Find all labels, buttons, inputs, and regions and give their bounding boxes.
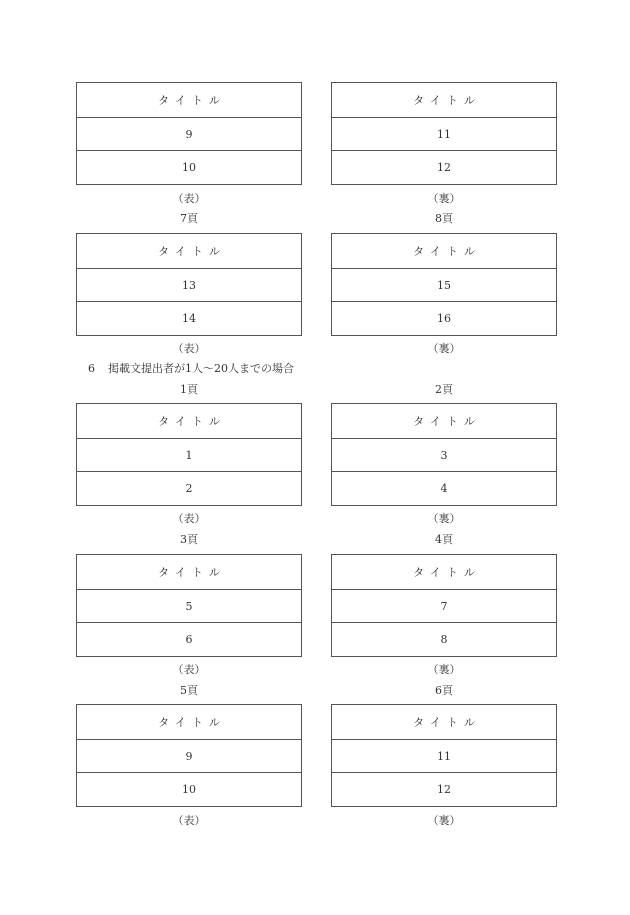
table-cell: 7 [332, 589, 556, 623]
table-cell: 12 [332, 150, 556, 184]
table-title: タイトル [413, 715, 481, 729]
table-cell: 9 [77, 739, 301, 773]
page-table-back [331, 704, 557, 807]
page-label: 3頁 [180, 533, 198, 546]
page-table-front [76, 554, 302, 657]
table-cell: 10 [77, 772, 301, 806]
table-cell: 1 [77, 438, 301, 472]
table-cell: 8 [332, 622, 556, 656]
table-cell: 10 [77, 150, 301, 184]
side-label-back: （裏） [427, 814, 461, 827]
section-number: 6 [88, 362, 95, 375]
side-label-front: （表） [172, 192, 206, 205]
table-cell: 9 [77, 117, 301, 151]
table-cell: 4 [332, 471, 556, 505]
table-title: タイトル [158, 244, 226, 258]
table-cell: 2 [77, 471, 301, 505]
page-table-back [331, 403, 557, 506]
table-title: タイトル [158, 715, 226, 729]
table-title: タイトル [158, 93, 226, 107]
page-table-back [331, 82, 557, 185]
table-cell: 5 [77, 589, 301, 623]
page-label: 8頁 [435, 212, 453, 225]
table-cell: 14 [77, 301, 301, 335]
page-label: 1頁 [180, 383, 198, 396]
table-title: タイトル [413, 565, 481, 579]
table-cell: 3 [332, 438, 556, 472]
page-table-front [76, 704, 302, 807]
page-label: 2頁 [435, 383, 453, 396]
table-cell: 13 [77, 268, 301, 302]
side-label-back: （裏） [427, 192, 461, 205]
page-table-front [76, 233, 302, 336]
table-cell: 11 [332, 739, 556, 773]
table-title: タイトル [158, 565, 226, 579]
table-title: タイトル [413, 244, 481, 258]
table-title: タイトル [413, 93, 481, 107]
page-label: 5頁 [180, 684, 198, 697]
page-table-back [331, 233, 557, 336]
page-label: 4頁 [435, 533, 453, 546]
page-label: 6頁 [435, 684, 453, 697]
table-cell: 15 [332, 268, 556, 302]
page-table-front [76, 403, 302, 506]
table-cell: 16 [332, 301, 556, 335]
side-label-front: （表） [172, 814, 206, 827]
table-cell: 6 [77, 622, 301, 656]
table-cell: 12 [332, 772, 556, 806]
section-heading [88, 362, 294, 376]
table-cell: 11 [332, 117, 556, 151]
side-label-front: （表） [172, 663, 206, 676]
table-title: タイトル [158, 414, 226, 428]
side-label-front: （表） [172, 342, 206, 355]
side-label-back: （裏） [427, 512, 461, 525]
side-label-back: （裏） [427, 663, 461, 676]
page-label: 7頁 [180, 212, 198, 225]
side-label-front: （表） [172, 512, 206, 525]
page-table-back [331, 554, 557, 657]
page-table-front [76, 82, 302, 185]
side-label-back: （裏） [427, 342, 461, 355]
table-title: タイトル [413, 414, 481, 428]
section-title: 掲載文提出者が1人～20人までの場合 [108, 362, 294, 375]
